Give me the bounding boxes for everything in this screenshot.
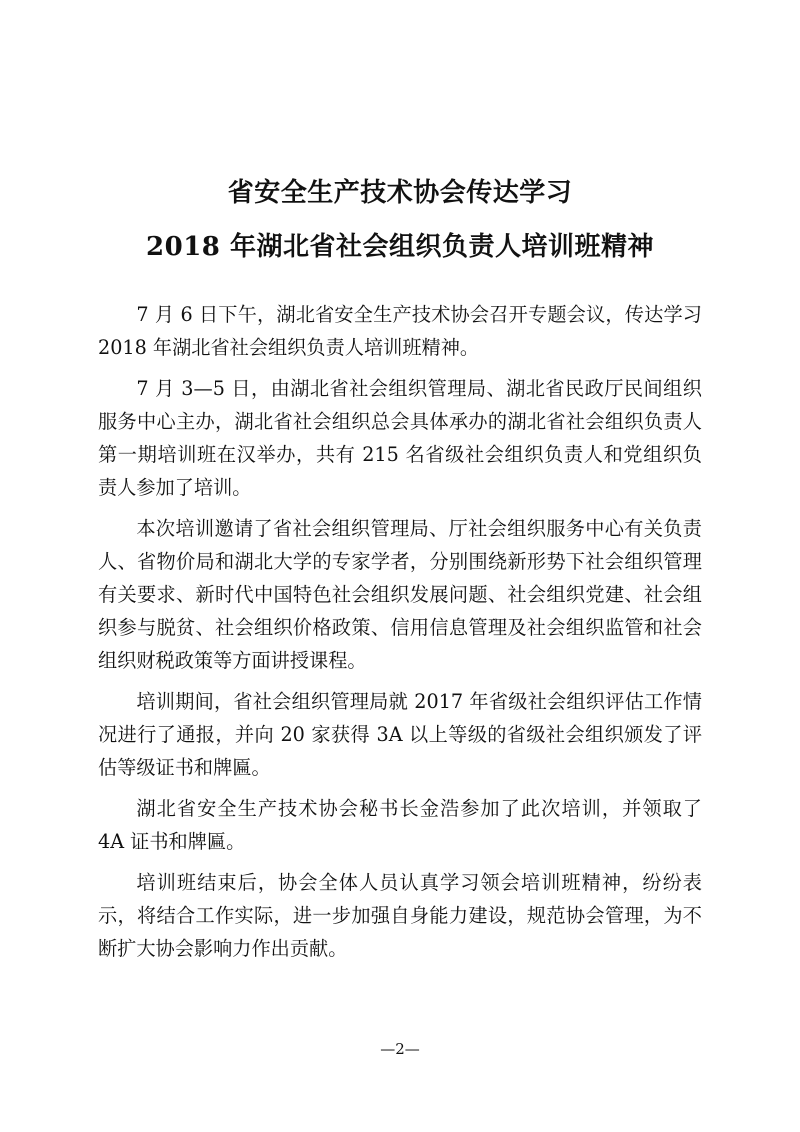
paragraph-certificate: 湖北省安全生产技术协会秘书长金浩参加了此次培训，并领取了 4A 证书和牌匾。 xyxy=(98,797,702,853)
paragraph-evaluation: 培训期间，省社会组织管理局就 2017 年省级社会组织评估工作情况进行了通报，并向 20 家获得 3A 以上等级的省级社会组织颁发了评估等级证书和牌匾。 xyxy=(98,690,702,779)
paragraph-conclusion: 培训班结束后，协会全体人员认真学习领会培训班精神，纷纷表示，将结合工作实际，进一步加强自身能力建设，规范协会管理，为不断扩大协会影响力作出贡献。 xyxy=(98,871,702,960)
document-title-line-2: 2018 年湖北省社会组织负责人培训班精神 xyxy=(146,232,654,262)
document-title-line-1: 省安全生产技术协会传达学习 xyxy=(227,178,573,208)
paragraph-meeting: 7 月 6 日下午，湖北省安全生产技术协会召开专题会议，传达学习 2018 年湖北省社会组织负责人培训班精神。 xyxy=(98,303,702,359)
paragraph-training-info: 7 月 3—5 日，由湖北省社会组织管理局、湖北省民政厅民间组织服务中心主办，湖北省社会组织总会具体承办的湖北省社会组织负责人第一期培训班在汉举办，共有 215 名省级社会组织负责人和党组织负责人参加了培训。 xyxy=(98,377,702,499)
document-body xyxy=(98,298,702,973)
paragraph-course-content: 本次培训邀请了省社会组织管理局、厅社会组织服务中心有关负责人、省物价局和湖北大学的专家学者，分别围绕新形势下社会组织管理有关要求、新时代中国特色社会组织发展问题、社会组织党建、社会组织参与脱贫、社会组织价格政策、信用信息管理及社会组织监管和社会组织财税政策等方面讲授课程。 xyxy=(98,517,702,672)
page-number: —2— xyxy=(380,1040,420,1058)
